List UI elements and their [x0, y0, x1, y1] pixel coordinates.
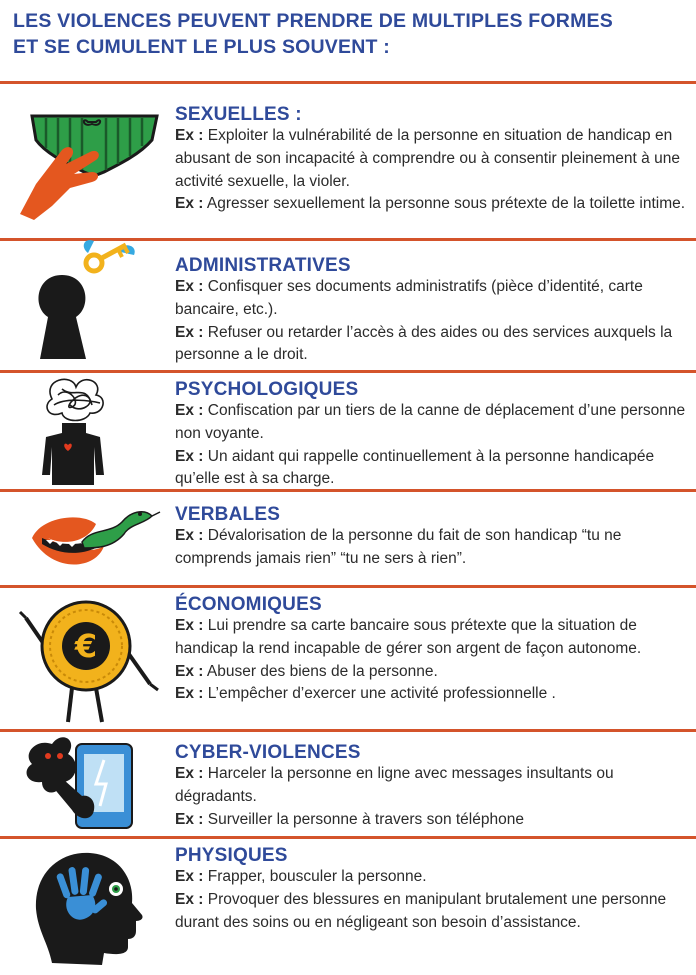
ex-label: Ex : — [175, 195, 204, 213]
section-heading: VERBALES — [175, 504, 281, 525]
example-text: Exploiter la vulnérabilité de la personne en situation de handicap en abusant de son incapacité à comprendre ou à consentir pleinement à une activité sexuelle, la violer. — [175, 127, 680, 190]
example-text: Abuser des biens de la personne. — [206, 662, 438, 680]
section-economiques — [0, 588, 696, 729]
example-item — [175, 125, 690, 193]
ex-label: Ex : — [175, 890, 204, 908]
example-text: Confiscation par un tiers de la canne de déplacement d’une personne non voyante. — [175, 402, 686, 442]
example-text: L’empêcher d’exercer une activité professionnelle . — [207, 685, 556, 703]
title-line-2: ET SE CUMULENT LE PLUS SOUVENT : — [13, 36, 390, 58]
section-text — [175, 594, 690, 706]
section-text — [175, 255, 690, 367]
ex-label: Ex : — [175, 127, 204, 144]
section-heading: PHYSIQUES — [175, 845, 288, 866]
example-item — [175, 866, 690, 889]
section-psychologiques — [0, 373, 696, 489]
underwear-hand-icon — [12, 102, 162, 222]
example-item — [175, 193, 690, 216]
section-administratives — [0, 241, 696, 370]
keyhole-key-icon — [12, 235, 162, 365]
ex-label: Ex : — [175, 323, 204, 341]
example-item — [175, 400, 690, 446]
example-item — [175, 446, 690, 492]
section-heading: CYBER-VIOLENCES — [175, 742, 361, 763]
section-heading: PSYCHOLOGIQUES — [175, 379, 359, 400]
example-item — [175, 809, 690, 832]
example-text: Refuser ou retarder l’accès à des aides ou des services auxquels la personne a le droit. — [175, 323, 673, 364]
section-text — [175, 845, 690, 934]
mouth-snake-icon — [12, 498, 162, 583]
example-item — [175, 525, 690, 571]
ex-label: Ex : — [175, 765, 204, 782]
ex-label: Ex : — [175, 662, 204, 680]
example-text: Lui prendre sa carte bancaire sous prétexte que la situation de handicap la rend incapable de gérer son argent de façon autonome. — [175, 617, 642, 657]
ex-label: Ex : — [175, 810, 204, 828]
ex-label: Ex : — [175, 447, 204, 465]
example-text: Dévalorisation de la personne du fait de son handicap “tu ne comprends jamais rien” “tu ne sers à rien”. — [175, 527, 622, 567]
tangled-head-figure-icon — [12, 375, 162, 487]
ex-label: Ex : — [175, 685, 204, 703]
example-text: Confisquer ses documents administratifs (pièce d’identité, carte bancaire, etc.). — [175, 278, 643, 318]
example-text: Agresser sexuellement la personne sous prétexte de la toilette intime. — [206, 195, 686, 213]
section-text — [175, 379, 690, 491]
section-text — [175, 742, 690, 831]
section-text — [175, 104, 690, 216]
example-text: Harceler la personne en ligne avec messages insultants ou dégradants. — [175, 765, 614, 805]
example-text: Frapper, bousculer la personne. — [207, 868, 427, 885]
section-physiques — [0, 839, 696, 975]
example-text: Provoquer des blessures en manipulant brutalement une personne durant des soins ou en négligeant son besoin d’assistance. — [175, 890, 667, 931]
section-heading: SEXUELLES : — [175, 104, 302, 125]
section-heading: ÉCONOMIQUES — [175, 594, 322, 615]
ex-label: Ex : — [175, 278, 204, 295]
example-item — [175, 683, 690, 706]
head-handprint-icon — [12, 843, 162, 971]
example-text: Un aidant qui rappelle continuellement à la personne handicapée qu’elle est à sa charge. — [175, 447, 655, 488]
section-text — [175, 504, 690, 571]
example-item — [175, 661, 690, 684]
title-line-1: LES VIOLENCES PEUVENT PRENDRE DE MULTIPLES FORMES — [13, 10, 613, 32]
phone-hand-monster-icon — [12, 730, 162, 834]
euro-coin-character-icon — [12, 598, 162, 728]
example-text: Surveiller la personne à travers son téléphone — [207, 810, 524, 828]
section-heading: ADMINISTRATIVES — [175, 255, 351, 276]
ex-label: Ex : — [175, 402, 204, 419]
example-item — [175, 889, 690, 935]
ex-label: Ex : — [175, 617, 204, 634]
section-sexuelles — [0, 84, 696, 238]
ex-label: Ex : — [175, 868, 204, 885]
example-item — [175, 763, 690, 809]
example-item — [175, 322, 690, 368]
page-title — [13, 8, 683, 60]
example-item — [175, 276, 690, 322]
section-cyber-violences — [0, 732, 696, 836]
svg-text:€: € — [74, 627, 98, 665]
example-item — [175, 615, 690, 661]
section-verbales — [0, 492, 696, 585]
ex-label: Ex : — [175, 527, 204, 544]
